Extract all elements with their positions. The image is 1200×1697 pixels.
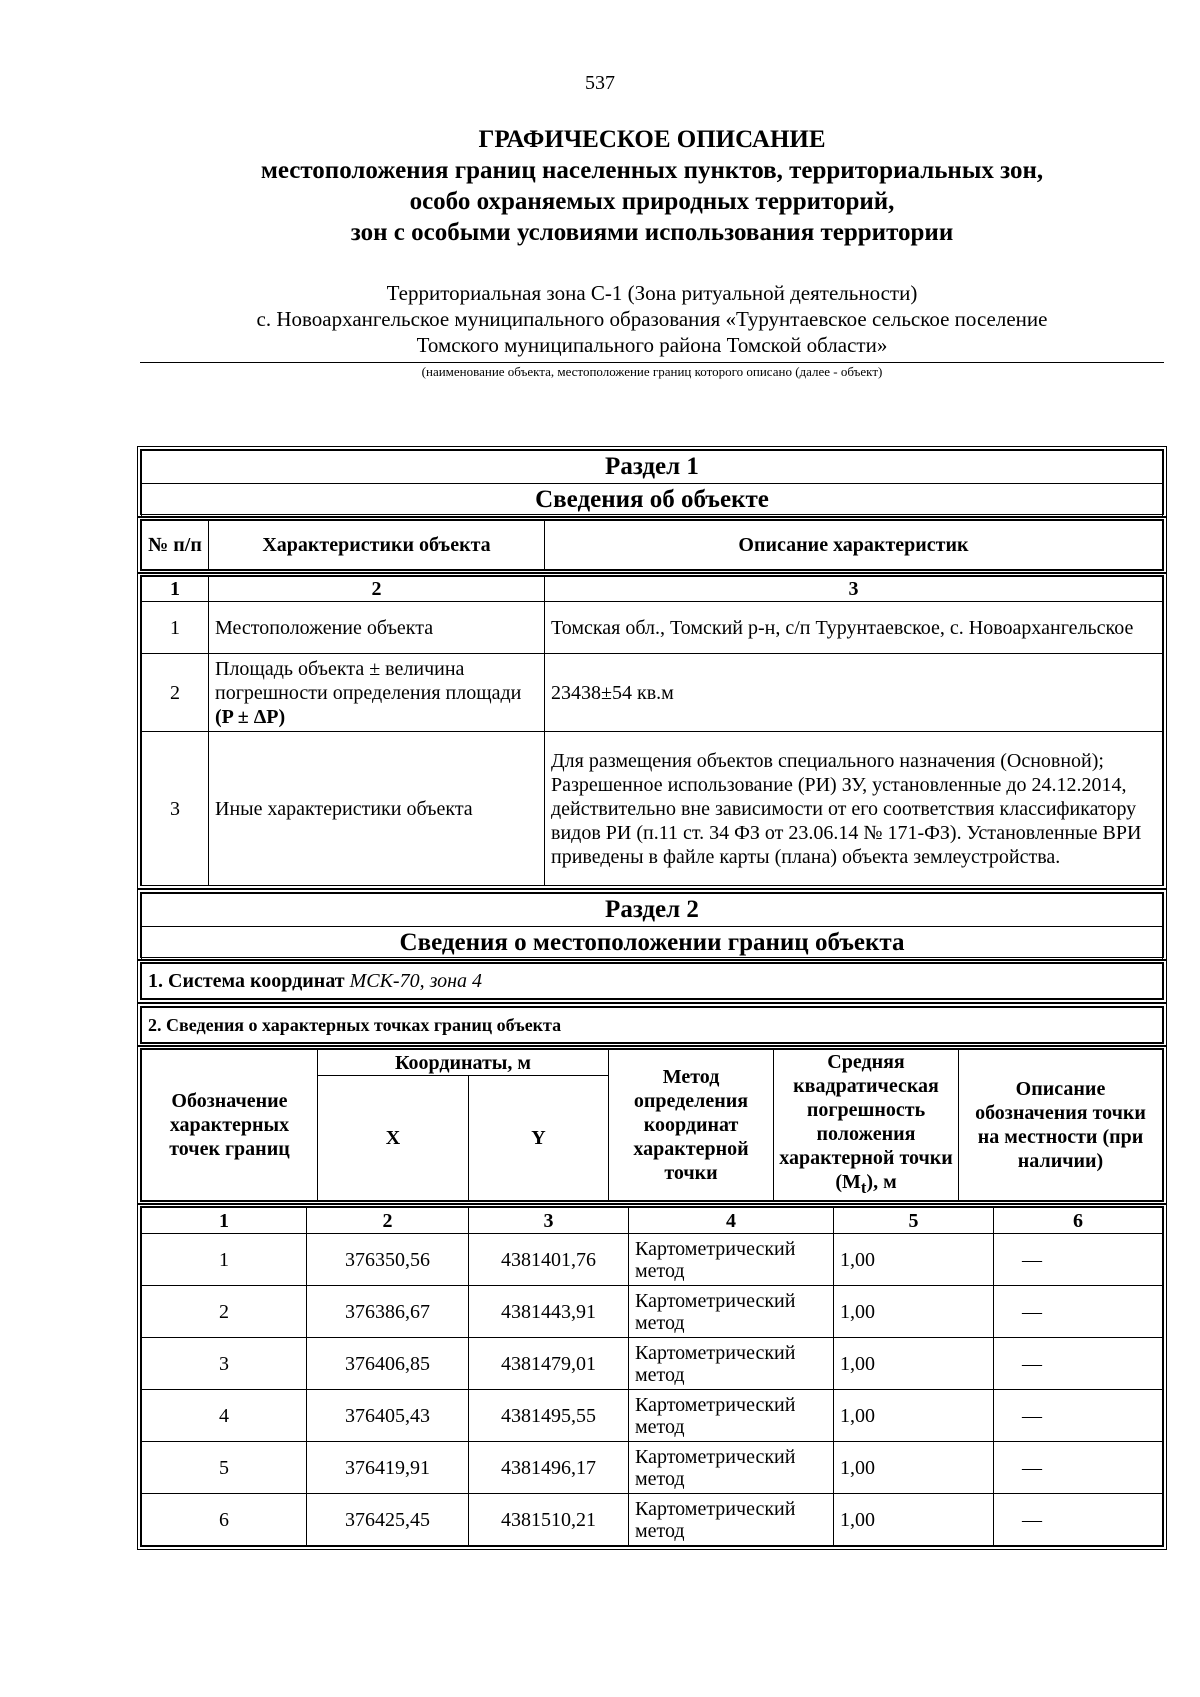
point-method: Картометрический метод: [629, 1234, 834, 1286]
points-label: 2. Сведения о характерных точках границ объекта: [142, 1008, 1163, 1043]
subject-line: Территориальная зона С-1 (Зона ритуальной деятельности): [386, 281, 918, 305]
point-error: 1,00: [834, 1234, 994, 1286]
characteristic-value: Томская обл., Томский р-н, с/п Турунтаевское, с. Новоархангельское: [545, 602, 1163, 654]
table-row: [142, 1442, 1163, 1494]
table-row: [142, 1338, 1163, 1390]
point-description: —: [994, 1234, 1163, 1286]
characteristic-value: 23438±54 кв.м: [545, 654, 1163, 732]
point-y: 4381401,76: [469, 1234, 629, 1286]
point-y: 4381510,21: [469, 1494, 629, 1546]
point-x: 376350,56: [307, 1234, 469, 1286]
points-table: [140, 1206, 1164, 1547]
points-heading: [140, 1006, 1164, 1044]
table-row: [142, 1234, 1163, 1286]
row-number: 1: [142, 602, 209, 654]
characteristic-name: [209, 654, 545, 732]
area-formula: (P ± ΔP): [215, 705, 286, 728]
characteristic-value: Для размещения объектов специального назначения (Основной); Разрешенное использование (РИ) ЗУ, установленные до 24.12.2014, действительно вне зависимости от его соответствия классификатору видов РИ (п.11 ст. 34 ФЗ от 23.06.14 № 171-ФЗ). Установленные ВРИ приведены в файле карты (плана) объекта землеустройства.: [545, 732, 1163, 886]
table-row: [142, 602, 1163, 654]
section2-subtitle: Сведения о местоположении границ объекта: [142, 927, 1163, 960]
point-error: 1,00: [834, 1442, 994, 1494]
point-method: Картометрический метод: [629, 1442, 834, 1494]
characteristic-name: Местоположение объекта: [209, 602, 545, 654]
object-name: [140, 280, 1164, 358]
col-number: 2: [307, 1208, 469, 1234]
col-number: 1: [142, 577, 209, 602]
point-x: 376386,67: [307, 1286, 469, 1338]
col-number: 6: [994, 1208, 1163, 1234]
col-number: 2: [209, 577, 545, 602]
col-header-x: X: [318, 1076, 469, 1201]
coord-system-value: МСК-70, зона 4: [349, 970, 483, 992]
error-sub: t: [860, 1178, 867, 1197]
section1-title: Раздел 1: [142, 451, 1163, 484]
col-header-number: № п/п: [142, 521, 209, 570]
col-header-characteristic: Характеристики объекта: [209, 521, 545, 570]
title-line: особо охраняемых природных территорий,: [409, 188, 895, 215]
document-title: [140, 124, 1164, 248]
error-label: Средняя квадратическая погрешность положения характерной точки (M: [779, 1051, 953, 1193]
point-error: 1,00: [834, 1390, 994, 1442]
point-id: 3: [142, 1338, 307, 1390]
point-method: Картометрический метод: [629, 1286, 834, 1338]
point-id: 5: [142, 1442, 307, 1494]
underline-divider: [140, 362, 1164, 363]
col-number: 5: [834, 1208, 994, 1234]
point-description: —: [994, 1286, 1163, 1338]
object-info-table: [140, 575, 1164, 886]
point-y: 4381479,01: [469, 1338, 629, 1390]
point-id: 6: [142, 1494, 307, 1546]
col-header-designation: Обозначение характерных точек границ: [142, 1050, 318, 1201]
point-x: 376406,85: [307, 1338, 469, 1390]
page-number: 537: [585, 72, 615, 94]
subject-line: Томского муниципального района Томской области»: [416, 333, 888, 357]
point-error: 1,00: [834, 1494, 994, 1546]
section2-heading: [140, 892, 1164, 958]
coordinate-system: [140, 962, 1164, 1000]
point-x: 376425,45: [307, 1494, 469, 1546]
col-header-method: Метод определения координат характерной точки: [609, 1050, 774, 1201]
table-row: [142, 732, 1163, 886]
col-header-y: Y: [469, 1076, 609, 1201]
point-error: 1,00: [834, 1286, 994, 1338]
section1-header: [140, 519, 1164, 571]
col-header-description: Описание обозначения точки на местности (при наличии): [959, 1050, 1163, 1201]
point-error: 1,00: [834, 1338, 994, 1390]
coord-system-label: 1. Система координат: [148, 970, 350, 992]
point-method: Картометрический метод: [629, 1390, 834, 1442]
point-id: 1: [142, 1234, 307, 1286]
table-row: [142, 1494, 1163, 1546]
subject-line: с. Новоархангельское муниципального образования «Турунтаевское сельское поселение: [256, 307, 1048, 331]
point-description: —: [994, 1494, 1163, 1546]
table-row: [142, 1286, 1163, 1338]
section1-subtitle: Сведения об объекте: [142, 484, 1163, 517]
table-row: [142, 1390, 1163, 1442]
point-description: —: [994, 1390, 1163, 1442]
col-header-error: [774, 1050, 959, 1201]
section1-heading: [140, 449, 1164, 515]
title-line: местоположения границ населенных пунктов, территориальных зон,: [260, 157, 1044, 184]
col-number: 3: [545, 577, 1163, 602]
point-x: 376419,91: [307, 1442, 469, 1494]
col-number: 1: [142, 1208, 307, 1234]
title-line: зон с особыми условиями использования территории: [350, 219, 954, 246]
col-header-description: Описание характеристик: [545, 521, 1163, 570]
point-y: 4381496,17: [469, 1442, 629, 1494]
point-description: —: [994, 1338, 1163, 1390]
col-header-coords: Координаты, м: [318, 1050, 609, 1076]
point-y: 4381495,55: [469, 1390, 629, 1442]
characteristic-name: Иные характеристики объекта: [209, 732, 545, 886]
object-name-caption: (наименование объекта, местоположение границ которого описано (далее - объект): [421, 364, 883, 379]
table-row: [142, 654, 1163, 732]
error-tail: ), м: [866, 1171, 897, 1193]
row-number: 3: [142, 732, 209, 886]
point-y: 4381443,91: [469, 1286, 629, 1338]
row-number: 2: [142, 654, 209, 732]
points-header: [140, 1048, 1164, 1202]
area-label: Площадь объекта ± величина погрешности определения площади: [215, 657, 522, 704]
col-number: 4: [629, 1208, 834, 1234]
point-description: —: [994, 1442, 1163, 1494]
point-method: Картометрический метод: [629, 1494, 834, 1546]
point-x: 376405,43: [307, 1390, 469, 1442]
point-method: Картометрический метод: [629, 1338, 834, 1390]
point-id: 2: [142, 1286, 307, 1338]
point-id: 4: [142, 1390, 307, 1442]
section2-title: Раздел 2: [142, 894, 1163, 927]
col-number: 3: [469, 1208, 629, 1234]
title-line: ГРАФИЧЕСКОЕ ОПИСАНИЕ: [478, 126, 826, 153]
